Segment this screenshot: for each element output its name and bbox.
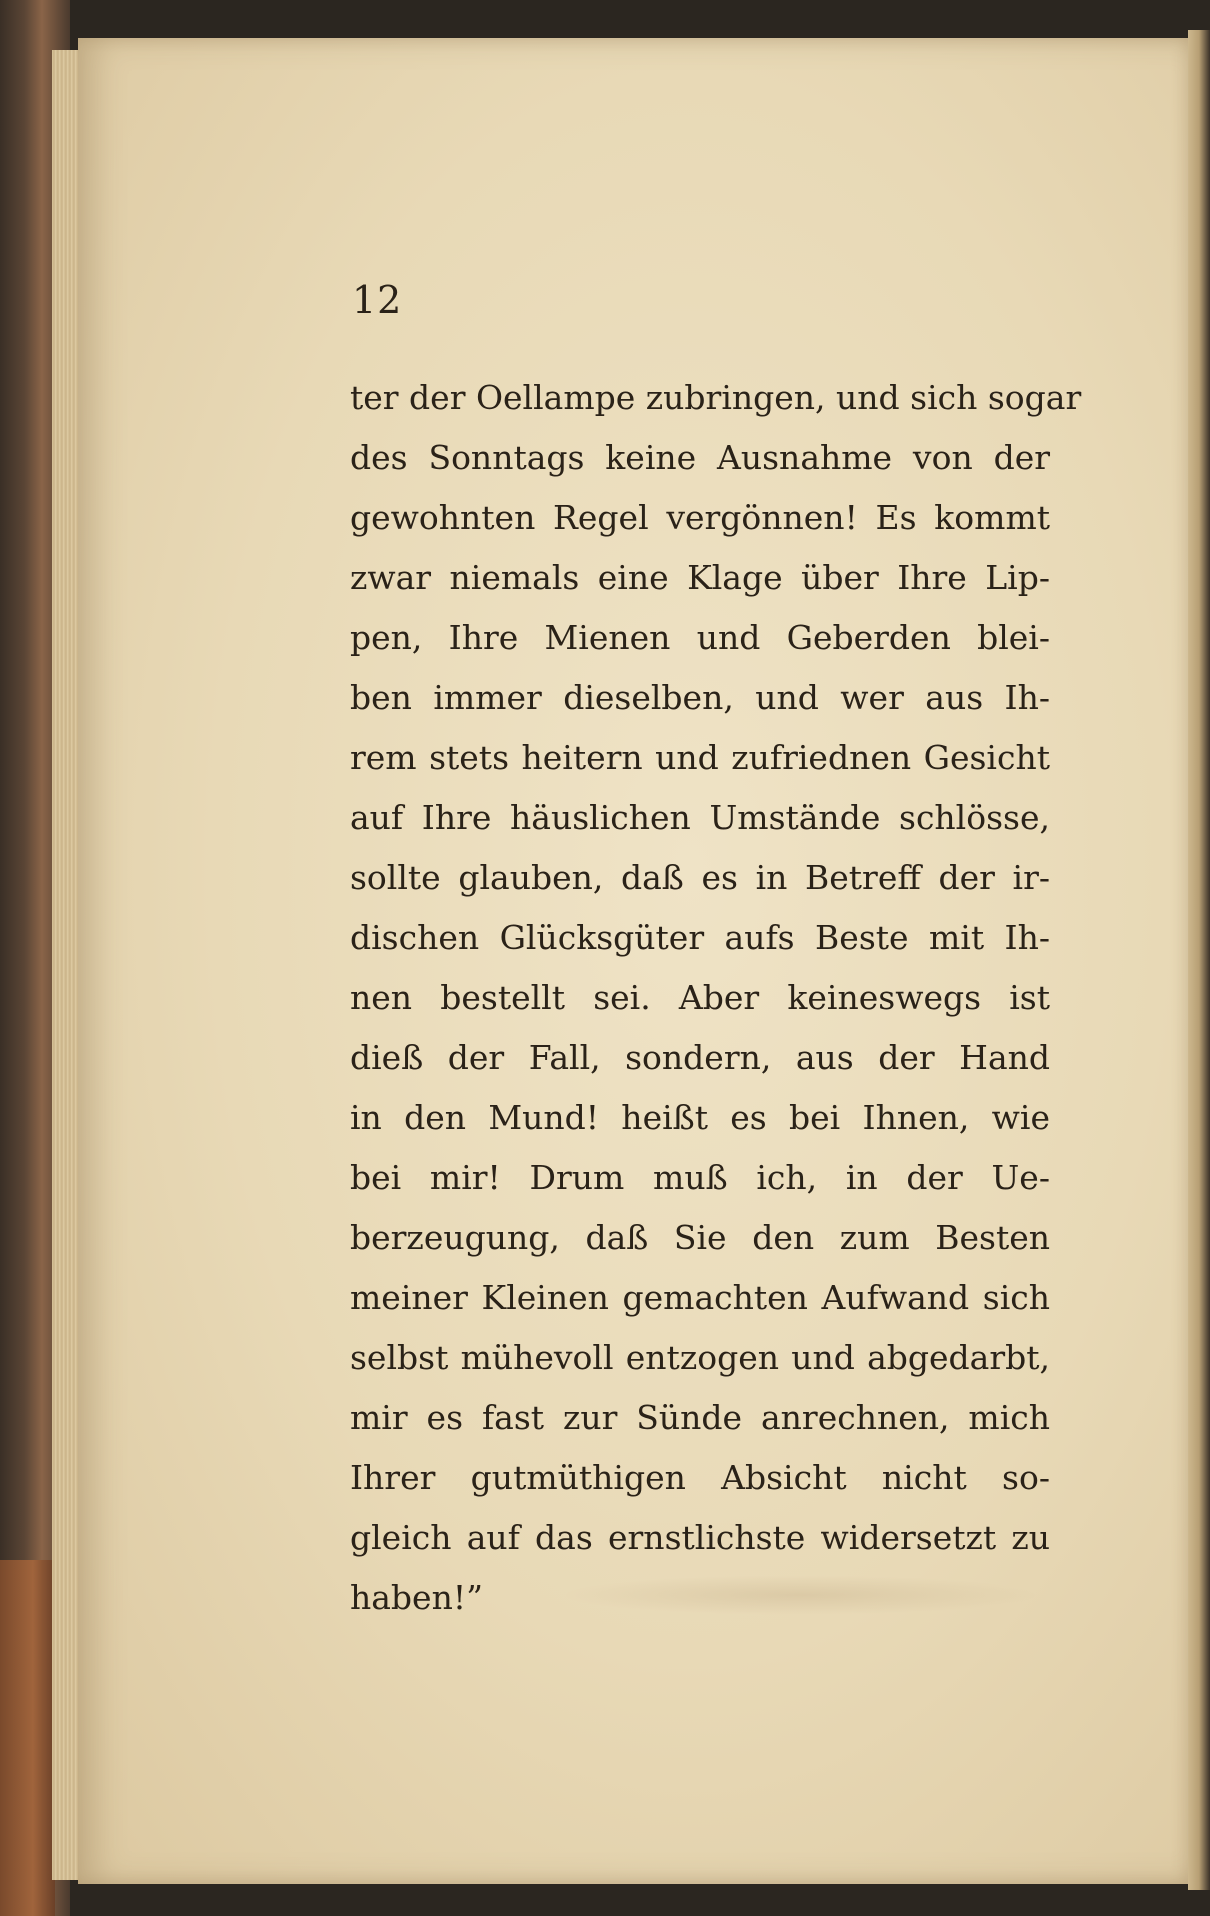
text-line: des Sonntags keine Ausnahme von der <box>350 438 1050 477</box>
leather-corner <box>0 1560 55 1916</box>
text-line: pen, Ihre Mienen und Geberden blei- <box>350 618 1050 657</box>
text-line: selbst mühevoll entzogen und abgedarbt, <box>350 1338 1050 1377</box>
text-line: nen bestellt sei. Aber keineswegs ist <box>350 978 1050 1017</box>
text-line: dieß der Fall, sondern, aus der Hand <box>350 1038 1050 1077</box>
text-line: ter der Oellampe zubringen, und sich sogar <box>350 378 1082 417</box>
text-line: gewohnten Regel vergönnen! Es kommt <box>350 498 1050 537</box>
text-line: mir es fast zur Sünde anrechnen, mich <box>350 1398 1050 1437</box>
text-line: rem stets heitern und zufriednen Gesicht <box>350 738 1050 777</box>
text-line: Ihrer gutmüthigen Absicht nicht so- <box>350 1458 1050 1497</box>
text-line: in den Mund! heißt es bei Ihnen, wie <box>350 1098 1050 1137</box>
text-line: berzeugung, daß Sie den zum Besten <box>350 1218 1050 1257</box>
text-line: gleich auf das ernstlichste widersetzt zu <box>350 1518 1050 1557</box>
text-line: auf Ihre häuslichen Umstände schlösse, <box>350 798 1050 837</box>
page-number: 12 <box>352 278 403 322</box>
text-line: ben immer dieselben, und wer aus Ih- <box>350 678 1050 717</box>
page-right-edge <box>1188 30 1210 1890</box>
text-line: dischen Glücksgüter aufs Beste mit Ih- <box>350 918 1050 957</box>
body-text <box>350 368 1082 1628</box>
text-line: meiner Kleinen gemachten Aufwand sich <box>350 1278 1050 1317</box>
text-line: bei mir! Drum muß ich, in der Ue- <box>350 1158 1050 1197</box>
text-line-last: haben!” <box>350 1578 483 1617</box>
text-line: zwar niemals eine Klage über Ihre Lip- <box>350 558 1050 597</box>
text-line: sollte glauben, daß es in Betreff der ir- <box>350 858 1050 897</box>
